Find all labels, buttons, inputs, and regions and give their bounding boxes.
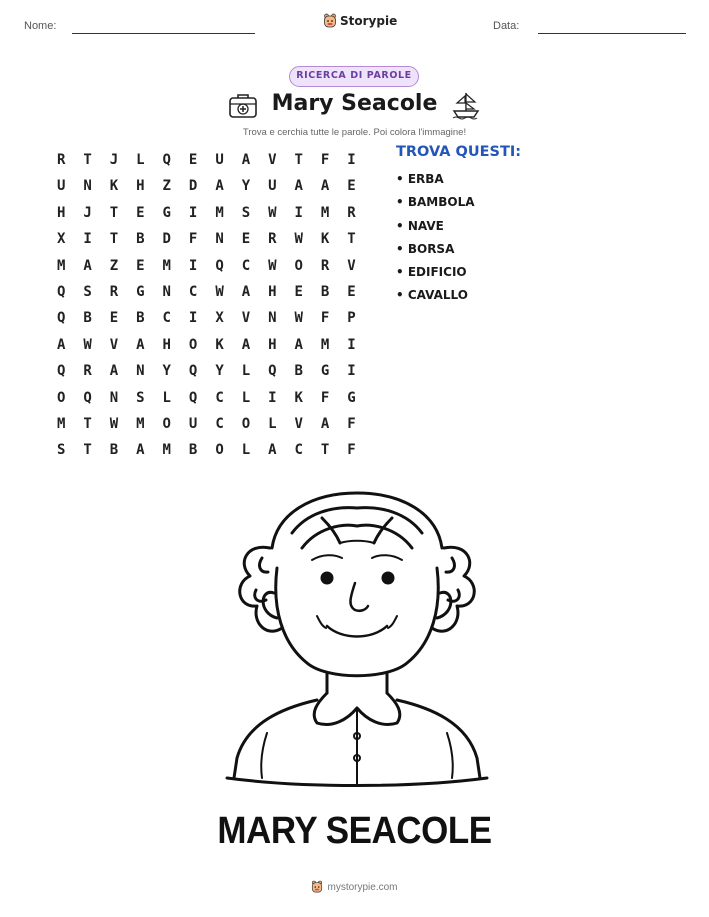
grid-letter[interactable]: T [320,442,330,459]
grid-row [48,279,365,305]
grid-letter[interactable]: S [56,442,66,459]
instructions: Trova e cerchia tutte le parole. Poi colora l'immagine! [242,127,467,138]
grid-letter[interactable]: L [136,152,145,168]
grid-letter[interactable]: W [268,257,277,274]
grid-letter[interactable]: N [83,178,92,195]
right-eye [382,572,395,585]
grid-letter[interactable]: M [56,415,66,432]
grid-letter[interactable]: W [294,310,303,327]
grid-letter[interactable]: R [320,257,330,274]
grid-letter[interactable]: H [136,178,145,195]
grid-letter[interactable]: A [83,257,92,274]
grid-letter[interactable]: C [294,442,303,459]
grid-letter[interactable]: T [83,415,92,432]
grid-letter[interactable]: E [136,257,145,274]
grid-letter[interactable]: Q [188,363,198,380]
grid-letter[interactable]: Q [56,310,66,327]
grid-letter[interactable]: H [268,283,277,300]
grid-letter[interactable]: E [109,310,119,327]
grid-letter[interactable]: D [188,178,198,195]
portrait-caption: MARY SEACOLE [217,810,492,852]
grid-letter[interactable]: X [215,310,224,327]
grid-letter[interactable]: V [268,152,277,168]
grid-letter[interactable]: Q [56,363,66,380]
grid-letter[interactable]: W [268,204,277,221]
grid-letter[interactable]: B [83,310,92,327]
grid-letter[interactable]: T [294,152,303,168]
grid-letter[interactable]: A [136,336,145,353]
grid-letter[interactable]: H [162,336,171,353]
grid-letter[interactable]: Z [109,257,119,274]
grid-letter[interactable]: Y [241,178,251,195]
grid-letter[interactable]: M [162,442,171,459]
grid-letter[interactable]: T [109,231,119,248]
grid-letter[interactable]: I [294,204,303,221]
grid-letter[interactable]: A [215,178,224,195]
grid-letter[interactable]: V [109,336,119,353]
grid-letter[interactable]: I [188,310,198,327]
grid-letter[interactable]: W [294,231,303,248]
grid-letter[interactable]: T [83,442,92,459]
grid-letter[interactable]: I [188,204,198,221]
grid-letter[interactable]: G [162,204,171,221]
grid-letter[interactable]: M [320,336,330,353]
grid-letter[interactable]: E [294,283,303,300]
grid-letter[interactable]: W [215,283,224,300]
sailing-ship-icon [451,90,481,120]
grid-letter[interactable]: B [109,442,119,459]
word-item: • BORSA [396,241,455,256]
brand-logo [323,13,397,29]
grid-letter[interactable]: A [294,178,303,195]
grid-letter[interactable]: C [162,310,171,327]
storypie-logo-icon [311,880,323,894]
grid-letter[interactable]: K [109,178,119,195]
grid-letter[interactable]: L [241,363,251,380]
grid-letter[interactable]: R [83,363,92,380]
grid-letter[interactable]: O [162,415,171,432]
grid-letter[interactable]: W [109,415,119,432]
word-item: • CAVALLO [396,288,468,303]
grid-row [48,253,365,279]
grid-letter[interactable]: T [347,231,356,248]
grid-letter[interactable]: A [241,152,251,168]
grid-letter[interactable]: S [136,389,145,406]
brand-name: Storypie [340,14,398,28]
grid-letter[interactable]: X [56,231,66,248]
grid-letter[interactable]: Q [56,283,66,300]
grid-letter[interactable]: U [215,152,224,168]
grid-letter[interactable]: H [268,336,277,353]
grid-letter[interactable]: K [320,231,330,248]
grid-letter[interactable]: N [109,389,119,406]
grid-letter[interactable]: T [109,204,119,221]
grid-row [48,437,365,463]
left-eye [321,572,334,585]
grid-letter[interactable]: Z [162,178,171,195]
grid-letter[interactable]: G [347,389,356,406]
grid-letter[interactable]: F [320,152,330,168]
grid-letter[interactable]: B [188,442,198,459]
grid-letter[interactable]: L [241,442,251,459]
grid-letter[interactable]: P [347,310,356,327]
grid-letter[interactable]: A [320,415,330,432]
grid-letter[interactable]: N [136,363,145,380]
grid-letter[interactable]: I [347,152,356,168]
grid-letter[interactable]: A [56,336,66,353]
grid-letter[interactable]: A [241,336,251,353]
grid-letter[interactable]: A [241,283,251,300]
word-item: • ERBA [396,172,444,186]
grid-letter[interactable]: N [215,231,224,248]
grid-letter[interactable]: O [241,415,251,432]
grid-letter[interactable]: V [294,415,303,432]
grid-letter[interactable]: A [136,442,145,459]
grid-row [48,411,365,437]
grid-letter[interactable]: J [83,204,92,221]
grid-row [48,147,365,173]
grid-letter[interactable]: Q [268,363,277,380]
grid-letter[interactable]: L [162,389,171,406]
footer-url: mystorypie.com [327,881,398,893]
grid-row [48,385,365,411]
grid-letter[interactable]: L [268,415,277,432]
grid-letter[interactable]: U [188,415,198,432]
grid-letter[interactable]: M [136,415,145,432]
activity-badge: RICERCA DI PAROLE [289,66,419,87]
word-item: • EDIFICIO [396,265,467,280]
grid-letter[interactable]: Q [83,389,92,406]
grid-letter[interactable]: F [320,389,330,406]
grid-letter[interactable]: C [215,389,224,406]
grid-letter[interactable]: K [294,389,303,406]
grid-letter[interactable]: I [347,363,356,380]
grid-letter[interactable]: J [109,152,119,168]
grid-letter[interactable]: I [347,336,356,353]
grid-letter[interactable]: I [268,389,277,406]
page-title: Mary Seacole [271,91,438,116]
grid-letter[interactable]: I [188,257,198,274]
grid-letter[interactable]: B [136,231,145,248]
grid-letter[interactable]: R [347,204,356,221]
grid-letter[interactable]: R [268,231,277,248]
date-line [538,33,686,34]
grid-letter[interactable]: U [56,178,66,195]
coloring-portrait[interactable] [222,488,492,793]
grid-letter[interactable]: O [294,257,303,274]
grid-letter[interactable]: F [347,442,356,459]
grid-letter[interactable]: C [188,283,198,300]
grid-row [48,173,365,199]
storypie-logo-icon [323,13,337,29]
date-label: Data: [493,20,520,32]
grid-letter[interactable]: A [294,336,303,353]
word-item: • NAVE [396,218,444,233]
word-search-grid[interactable] [48,147,365,464]
grid-letter[interactable]: U [268,178,277,195]
grid-letter[interactable]: S [241,204,251,221]
grid-letter[interactable]: E [347,283,356,300]
grid-letter[interactable]: N [162,283,171,300]
grid-letter[interactable]: F [188,231,198,248]
grid-letter[interactable]: B [294,363,303,380]
grid-letter[interactable]: L [241,389,251,406]
grid-letter[interactable]: A [109,363,119,380]
word-item: • BAMBOLA [396,195,475,210]
grid-letter[interactable]: D [162,231,171,248]
grid-letter[interactable]: T [83,152,92,168]
grid-letter[interactable]: A [268,442,277,459]
grid-letter[interactable]: E [347,178,356,195]
grid-row [48,305,365,331]
footer [0,880,709,894]
grid-letter[interactable]: I [83,231,92,248]
grid-letter[interactable]: F [347,415,356,432]
grid-letter[interactable]: Q [162,152,171,168]
grid-letter[interactable]: M [56,257,66,274]
grid-letter[interactable]: K [215,336,224,353]
grid-letter[interactable]: M [320,204,330,221]
grid-letter[interactable]: V [241,310,251,327]
grid-letter[interactable]: O [188,336,198,353]
grid-letter[interactable]: O [215,442,224,459]
grid-letter[interactable]: R [109,283,119,300]
grid-letter[interactable]: Q [188,389,198,406]
grid-letter[interactable]: V [347,257,356,274]
grid-letter[interactable]: B [136,310,145,327]
grid-letter[interactable]: Y [215,363,224,380]
grid-letter[interactable]: G [320,363,330,380]
grid-letter[interactable]: M [162,257,171,274]
word-list-heading: TROVA QUESTI: [396,144,522,160]
name-line [72,33,255,34]
grid-letter[interactable]: M [215,204,224,221]
grid-letter[interactable]: E [136,204,145,221]
grid-letter[interactable]: Q [215,257,224,274]
grid-letter[interactable]: C [215,415,224,432]
grid-letter[interactable]: G [136,283,145,300]
grid-row [48,226,365,252]
grid-letter[interactable]: H [56,204,66,221]
grid-row [48,200,365,226]
grid-letter[interactable]: N [268,310,277,327]
grid-letter[interactable]: E [188,152,198,168]
grid-row [48,358,365,384]
word-list [396,144,521,308]
grid-letter[interactable]: B [320,283,330,300]
grid-row [48,332,365,358]
grid-letter[interactable]: F [320,310,330,327]
grid-letter[interactable]: R [56,152,66,168]
grid-letter[interactable]: O [56,389,66,406]
grid-letter[interactable]: C [241,257,251,274]
grid-letter[interactable]: S [83,283,92,300]
name-label: Nome: [24,20,57,32]
grid-letter[interactable]: Y [162,363,171,380]
grid-letter[interactable]: A [320,178,330,195]
grid-letter[interactable]: E [241,231,251,248]
grid-letter[interactable]: W [83,336,92,353]
